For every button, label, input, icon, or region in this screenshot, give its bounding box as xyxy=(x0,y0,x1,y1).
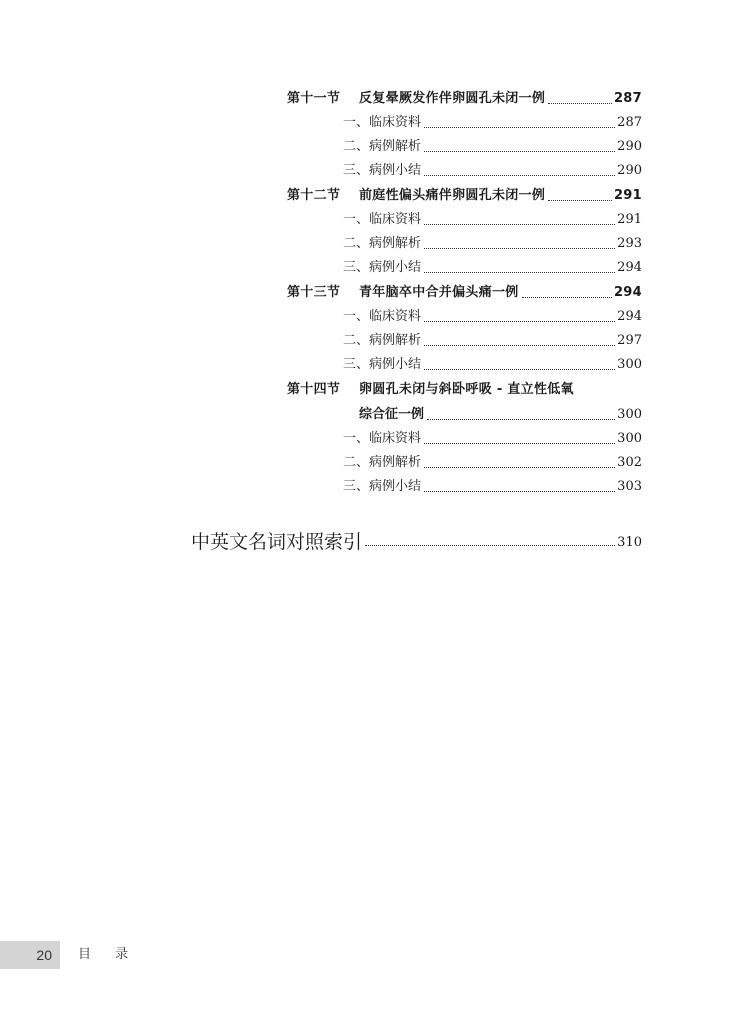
page-number: 300 xyxy=(617,407,642,422)
item-label: 二、病例解析 xyxy=(343,236,422,251)
page-number: 300 xyxy=(617,357,642,372)
page-number: 291 xyxy=(613,188,642,203)
item-label: 三、病例小结 xyxy=(343,163,422,178)
toc-item[interactable] xyxy=(343,233,642,255)
page-number: 287 xyxy=(617,115,642,130)
dot-leader xyxy=(424,224,615,225)
page-number: 294 xyxy=(613,285,642,300)
page-number: 291 xyxy=(617,212,642,227)
page-number: 287 xyxy=(613,91,642,106)
dot-leader xyxy=(424,127,615,128)
page-number: 290 xyxy=(617,139,642,154)
page-number: 297 xyxy=(617,333,642,348)
item-label: 一、临床资料 xyxy=(343,309,422,324)
dot-leader xyxy=(424,443,615,444)
dot-leader xyxy=(522,297,612,298)
toc-section-14-continued[interactable] xyxy=(359,404,642,426)
footer-page-number: 20 xyxy=(36,947,52,963)
dot-leader xyxy=(424,175,615,176)
toc-item[interactable] xyxy=(343,136,642,158)
section-number: 第十四节 xyxy=(287,382,341,397)
section-number: 第十二节 xyxy=(287,188,341,203)
dot-leader xyxy=(424,491,615,492)
toc-item[interactable] xyxy=(343,306,642,328)
dot-leader xyxy=(424,345,615,346)
index-title: 中英文名词对照索引 xyxy=(191,531,363,553)
item-label: 二、病例解析 xyxy=(343,139,422,154)
item-label: 一、临床资料 xyxy=(343,431,422,446)
item-label: 一、临床资料 xyxy=(343,212,422,227)
toc-item[interactable] xyxy=(343,160,642,182)
dot-leader xyxy=(548,103,612,104)
page-number: 300 xyxy=(617,431,642,446)
dot-leader xyxy=(424,151,615,152)
page-number: 310 xyxy=(617,535,642,550)
toc-item[interactable] xyxy=(343,330,642,352)
dot-leader xyxy=(548,200,612,201)
toc-item[interactable] xyxy=(343,354,642,376)
page-number: 302 xyxy=(617,455,642,470)
page-number: 290 xyxy=(617,163,642,178)
section-title: 青年脑卒中合并偏头痛一例 xyxy=(359,285,519,300)
section-number: 第十一节 xyxy=(287,91,341,106)
dot-leader xyxy=(424,369,615,370)
toc-item[interactable] xyxy=(343,476,642,498)
toc-item[interactable] xyxy=(343,257,642,279)
section-title: 反复晕厥发作伴卵圆孔未闭一例 xyxy=(359,91,546,106)
dot-leader xyxy=(424,248,615,249)
page-number: 293 xyxy=(617,236,642,251)
page-number: 294 xyxy=(617,309,642,324)
item-label: 一、临床资料 xyxy=(343,115,422,130)
toc-section-14[interactable] xyxy=(287,379,642,401)
page-number: 294 xyxy=(617,260,642,275)
item-label: 二、病例解析 xyxy=(343,333,422,348)
item-label: 三、病例小结 xyxy=(343,479,422,494)
item-label: 三、病例小结 xyxy=(343,260,422,275)
section-number: 第十三节 xyxy=(287,285,341,300)
item-label: 三、病例小结 xyxy=(343,357,422,372)
toc-item[interactable] xyxy=(343,452,642,474)
footer-running-title: 目 录 xyxy=(78,947,139,962)
dot-leader xyxy=(424,272,615,273)
toc-item[interactable] xyxy=(343,209,642,231)
toc-section-12[interactable] xyxy=(287,185,642,207)
toc-item[interactable] xyxy=(343,428,642,450)
section-title: 前庭性偏头痛伴卵圆孔未闭一例 xyxy=(359,188,546,203)
page-number: 303 xyxy=(617,479,642,494)
dot-leader xyxy=(427,419,615,420)
item-label: 二、病例解析 xyxy=(343,455,422,470)
dot-leader xyxy=(424,321,615,322)
section-title-continued: 综合征一例 xyxy=(359,407,425,422)
dot-leader xyxy=(424,467,615,468)
toc-section-13[interactable] xyxy=(287,282,642,304)
toc-section-11[interactable] xyxy=(287,88,642,110)
section-title: 卵圆孔未闭与斜卧呼吸 - 直立性低氧 xyxy=(359,382,574,397)
toc-index-entry[interactable] xyxy=(191,526,642,554)
toc-item[interactable] xyxy=(343,112,642,134)
dot-leader xyxy=(365,545,615,546)
